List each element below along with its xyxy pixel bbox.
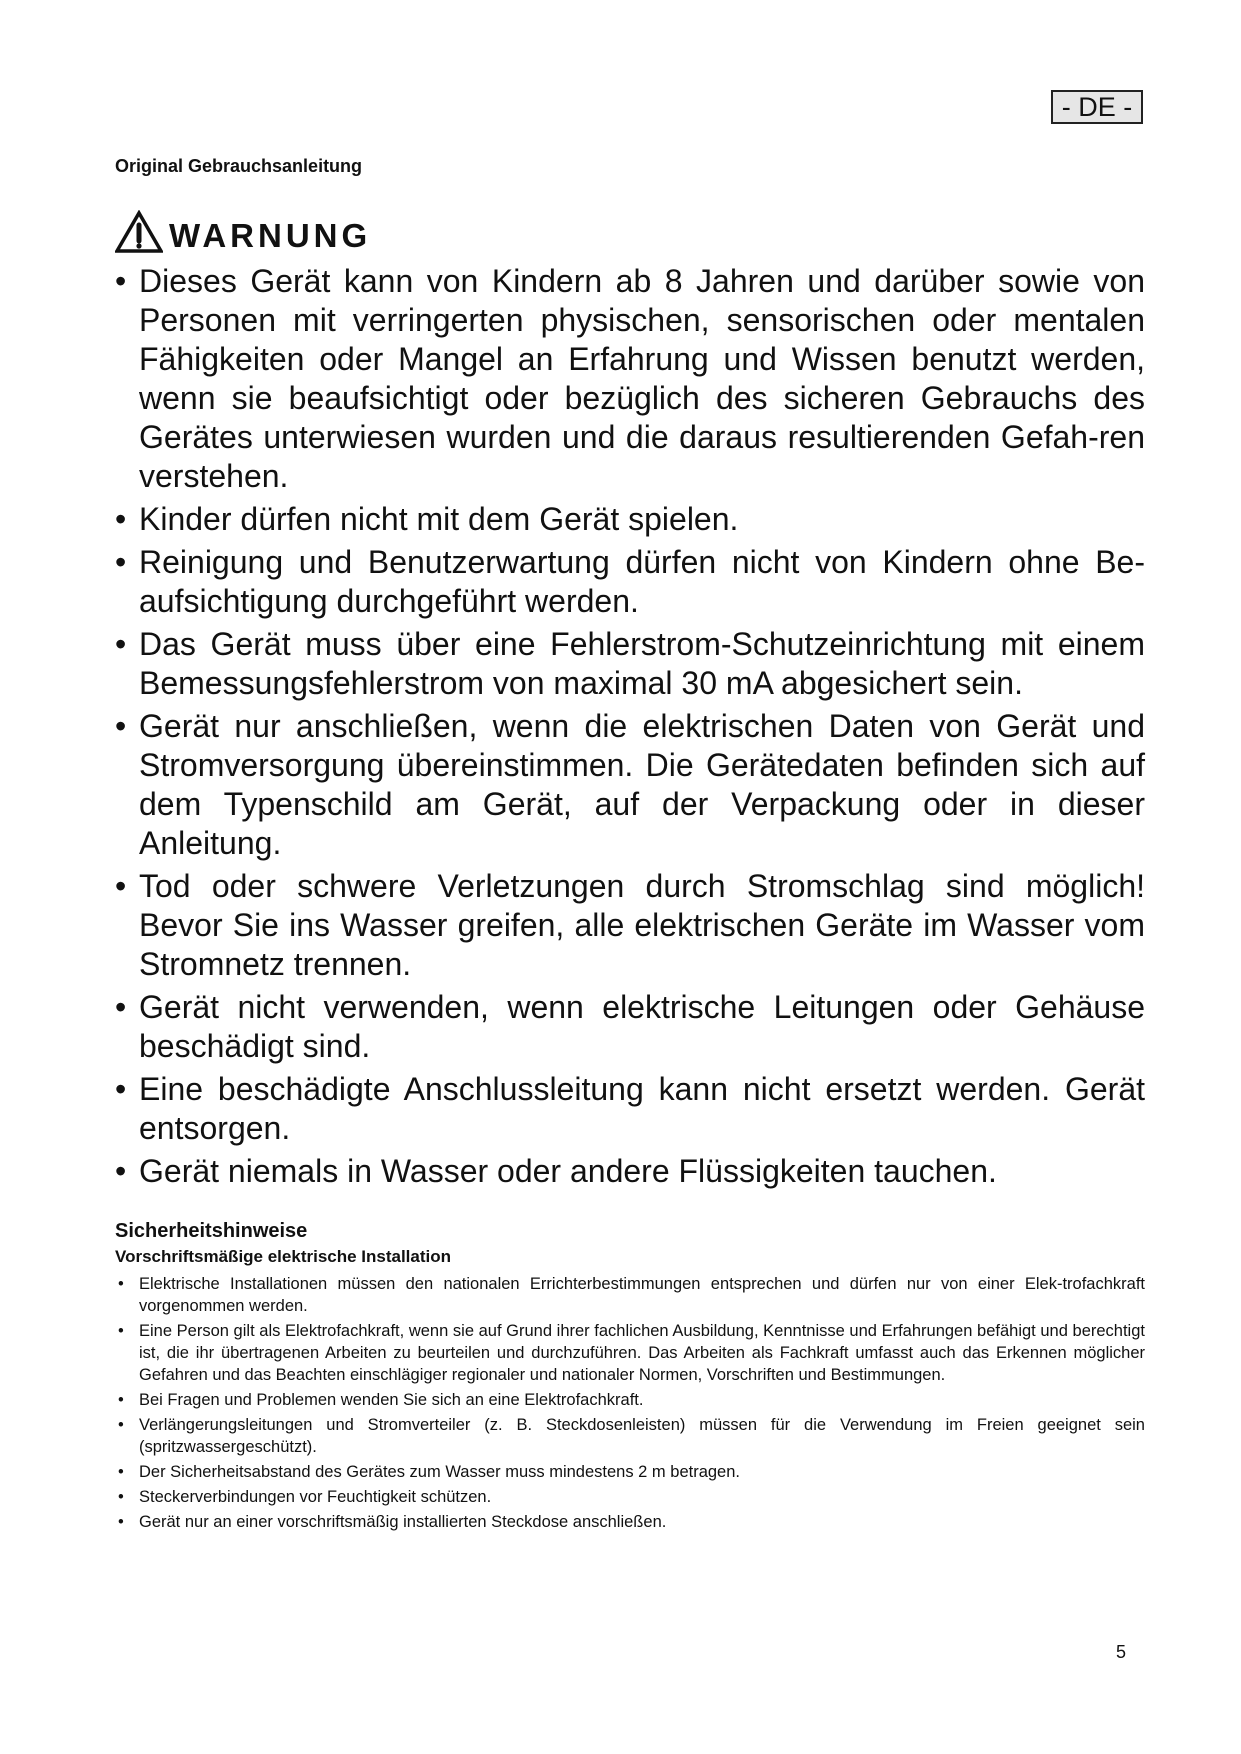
- page-number: 5: [1116, 1642, 1127, 1662]
- document-title: Original Gebrauchsanleitung: [115, 156, 363, 176]
- warning-heading: [115, 200, 371, 254]
- list-item: • Gerät nur an einer vorschriftsmäßig installierten Steckdose anschließen.: [115, 1511, 1145, 1533]
- safety-section: [115, 1218, 1145, 1536]
- list-item: • Das Gerät muss über eine Fehlerstrom-Schutzeinrichtung mit einem Bemessungsfehlerstrom von maximal 30 mA abgesichert sein.: [115, 625, 1145, 703]
- list-item: • Eine Person gilt als Elektrofachkraft, wenn sie auf Grund ihrer fachlichen Ausbildung, Kenntnisse und Erfahrungen befähigt und berechtigt ist, die ihr übertragenen Arbeiten zu beurteilen und durchzuführen. Das Arbeiten als Fachkraft umfasst auch das Erkennen möglicher Gefahren und das Beachten einschlägiger regionaler und nationaler Normen, Vorschriften und Bestimmungen.: [115, 1320, 1145, 1386]
- list-item: • Steckerverbindungen vor Feuchtigkeit schützen.: [115, 1486, 1145, 1508]
- list-item: • Dieses Gerät kann von Kindern ab 8 Jahren und darüber sowie von Personen mit verringerten physischen, sensorischen oder mentalen Fähigkeiten oder Mangel an Erfahrung und Wissen benutzt werden, wenn sie beaufsichtigt oder bezüglich des sicheren Gebrauchs des Gerätes unterwiesen wurden und die daraus resultierenden Gefah-ren verstehen.: [115, 262, 1145, 496]
- warning-label: WARNUNG: [169, 217, 372, 254]
- list-item: • Eine beschädigte Anschlussleitung kann nicht ersetzt werden. Gerät entsorgen.: [115, 1070, 1145, 1148]
- safety-list: [115, 1273, 1145, 1533]
- list-item: • Elektrische Installationen müssen den nationalen Errichterbestimmungen entsprechen und dürfen nur von einer Elek-trofachkraft vorgenommen werden.: [115, 1273, 1145, 1317]
- list-item: • Kinder dürfen nicht mit dem Gerät spielen.: [115, 500, 1145, 539]
- language-badge: - DE -: [1051, 90, 1143, 124]
- list-item: • Tod oder schwere Verletzungen durch Stromschlag sind möglich! Bevor Sie ins Wasser greifen, alle elektrischen Geräte im Wasser vom Stromnetz trennen.: [115, 867, 1145, 984]
- list-item: • Verlängerungsleitungen und Stromverteiler (z. B. Steckdosenleisten) müssen für die Verwendung im Freien geeignet sein (spritzwassergeschützt).: [115, 1414, 1145, 1458]
- warning-triangle-icon: [115, 210, 163, 254]
- installation-subheading: Vorschriftsmäßige elektrische Installation: [115, 1247, 452, 1266]
- list-item: • Reinigung und Benutzerwartung dürfen nicht von Kindern ohne Be-aufsichtigung durchgeführt werden.: [115, 543, 1145, 621]
- safety-heading: Sicherheitshinweise: [115, 1220, 308, 1242]
- list-item: • Gerät nur anschließen, wenn die elektrischen Daten von Gerät und Stromversorgung übereinstimmen. Die Gerätedaten befinden sich auf dem Typenschild am Gerät, auf der Verpackung oder in dieser Anleitung.: [115, 707, 1145, 863]
- list-item: • Bei Fragen und Problemen wenden Sie sich an eine Elektrofachkraft.: [115, 1389, 1145, 1411]
- warning-list: [115, 262, 1145, 1195]
- list-item: • Gerät nicht verwenden, wenn elektrische Leitungen oder Gehäuse beschädigt sind.: [115, 988, 1145, 1066]
- list-item: • Der Sicherheitsabstand des Gerätes zum Wasser muss mindestens 2 m betragen.: [115, 1461, 1145, 1483]
- list-item: • Gerät niemals in Wasser oder andere Flüssigkeiten tauchen.: [115, 1152, 1145, 1191]
